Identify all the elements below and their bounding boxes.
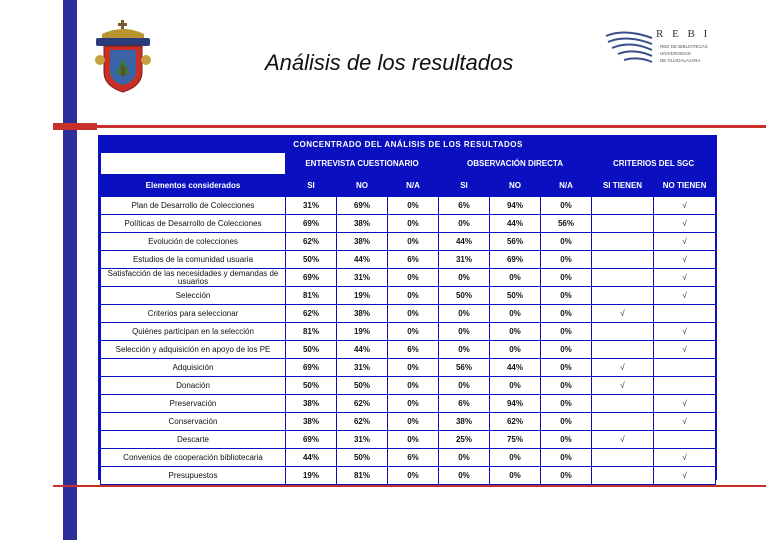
observacion-no-cell: 44%	[490, 215, 541, 233]
entrevista-na-cell: 0%	[388, 467, 439, 485]
observacion-na-cell: 0%	[541, 431, 592, 449]
entrevista-si-cell: 69%	[286, 215, 337, 233]
observacion-si-cell: 0%	[439, 449, 490, 467]
observacion-na-cell: 0%	[541, 251, 592, 269]
entrevista-no-cell: 44%	[337, 251, 388, 269]
no-tienen-cell	[654, 377, 716, 395]
no-tienen-cell: √	[654, 449, 716, 467]
si-tienen-cell: √	[592, 377, 654, 395]
no-tienen-cell	[654, 431, 716, 449]
table-row	[101, 431, 716, 449]
row-label-cell: Adquisición	[101, 359, 286, 377]
entrevista-na-cell: 6%	[388, 449, 439, 467]
entrevista-si-cell: 62%	[286, 305, 337, 323]
entrevista-no-cell: 44%	[337, 341, 388, 359]
observacion-no-cell: 0%	[490, 323, 541, 341]
row-label-cell: Descarte	[101, 431, 286, 449]
observacion-na-cell: 0%	[541, 449, 592, 467]
observacion-si-cell: 0%	[439, 305, 490, 323]
row-label-cell: Plan de Desarrollo de Colecciones	[101, 197, 286, 215]
slide-title: Análisis de los resultados	[265, 50, 514, 75]
no-tienen-cell	[654, 305, 716, 323]
si-tienen-cell	[592, 269, 654, 287]
row-label-cell: Donación	[101, 377, 286, 395]
entrevista-na-cell: 0%	[388, 359, 439, 377]
row-label-cell: Presupuestos	[101, 467, 286, 485]
si-tienen-cell	[592, 323, 654, 341]
row-label-cell: Satisfacción de las necesidades y demandas de usuarios	[101, 269, 286, 287]
observacion-si-cell: 6%	[439, 197, 490, 215]
observacion-si-cell: 44%	[439, 233, 490, 251]
row-label-cell: Selección	[101, 287, 286, 305]
table-row	[101, 323, 716, 341]
rebi-line3: DE GUADALAJARA	[660, 58, 701, 63]
observacion-na-cell: 0%	[541, 323, 592, 341]
col-header-no-tienen: NO TIENEN	[654, 175, 716, 197]
no-tienen-cell: √	[654, 467, 716, 485]
table-row	[101, 413, 716, 431]
observacion-na-cell: 0%	[541, 233, 592, 251]
entrevista-na-cell: 0%	[388, 233, 439, 251]
table-title: CONCENTRADO DEL ANÁLISIS DE LOS RESULTADOS	[101, 138, 716, 153]
col-header-e-no: NO	[337, 175, 388, 197]
entrevista-si-cell: 62%	[286, 233, 337, 251]
observacion-no-cell: 69%	[490, 251, 541, 269]
entrevista-no-cell: 38%	[337, 233, 388, 251]
observacion-si-cell: 56%	[439, 359, 490, 377]
observacion-no-cell: 62%	[490, 413, 541, 431]
observacion-no-cell: 75%	[490, 431, 541, 449]
observacion-si-cell: 0%	[439, 377, 490, 395]
row-label-cell: Evolución de colecciones	[101, 233, 286, 251]
no-tienen-cell: √	[654, 341, 716, 359]
no-tienen-cell: √	[654, 323, 716, 341]
entrevista-na-cell: 0%	[388, 215, 439, 233]
si-tienen-cell	[592, 233, 654, 251]
entrevista-no-cell: 19%	[337, 287, 388, 305]
university-crest-logo	[92, 20, 154, 94]
no-tienen-cell: √	[654, 233, 716, 251]
col-header-e-si: SI	[286, 175, 337, 197]
observacion-na-cell: 0%	[541, 377, 592, 395]
table-row	[101, 233, 716, 251]
entrevista-na-cell: 0%	[388, 287, 439, 305]
results-table-frame	[98, 135, 717, 480]
entrevista-si-cell: 50%	[286, 377, 337, 395]
si-tienen-cell	[592, 413, 654, 431]
entrevista-na-cell: 0%	[388, 323, 439, 341]
si-tienen-cell	[592, 449, 654, 467]
entrevista-si-cell: 81%	[286, 287, 337, 305]
si-tienen-cell	[592, 251, 654, 269]
observacion-na-cell: 0%	[541, 413, 592, 431]
row-label-cell: Conservación	[101, 413, 286, 431]
si-tienen-cell: √	[592, 359, 654, 377]
table-row	[101, 305, 716, 323]
entrevista-no-cell: 19%	[337, 323, 388, 341]
no-tienen-cell: √	[654, 287, 716, 305]
si-tienen-cell	[592, 215, 654, 233]
table-row	[101, 467, 716, 485]
observacion-na-cell: 0%	[541, 341, 592, 359]
table-row	[101, 197, 716, 215]
row-label-cell: Preservación	[101, 395, 286, 413]
entrevista-na-cell: 0%	[388, 269, 439, 287]
entrevista-no-cell: 62%	[337, 395, 388, 413]
observacion-na-cell: 0%	[541, 305, 592, 323]
entrevista-na-cell: 0%	[388, 377, 439, 395]
no-tienen-cell: √	[654, 269, 716, 287]
rebi-line1: RED DE BIBLIOTECAS	[660, 44, 708, 49]
observacion-no-cell: 0%	[490, 377, 541, 395]
entrevista-si-cell: 69%	[286, 431, 337, 449]
left-accent-bar	[63, 0, 77, 540]
group-header-entrevista: ENTREVISTA CUESTIONARIO	[286, 153, 439, 175]
bottom-divider-line	[53, 485, 766, 487]
observacion-si-cell: 0%	[439, 269, 490, 287]
entrevista-si-cell: 44%	[286, 449, 337, 467]
table-row	[101, 215, 716, 233]
col-header-o-no: NO	[490, 175, 541, 197]
entrevista-si-cell: 50%	[286, 251, 337, 269]
table-row	[101, 377, 716, 395]
entrevista-na-cell: 0%	[388, 197, 439, 215]
entrevista-no-cell: 38%	[337, 305, 388, 323]
col-header-o-na: N/A	[541, 175, 592, 197]
group-header-criterios: CRITERIOS DEL SGC	[592, 153, 716, 175]
row-label-cell: Estudios de la comunidad usuaria	[101, 251, 286, 269]
entrevista-no-cell: 50%	[337, 377, 388, 395]
entrevista-no-cell: 50%	[337, 449, 388, 467]
observacion-no-cell: 44%	[490, 359, 541, 377]
rebi-line2: UNIVERSIDAD	[660, 51, 691, 56]
observacion-no-cell: 0%	[490, 449, 541, 467]
col-header-si-tienen: SI TIENEN	[592, 175, 654, 197]
entrevista-no-cell: 81%	[337, 467, 388, 485]
si-tienen-cell: √	[592, 305, 654, 323]
observacion-na-cell: 0%	[541, 467, 592, 485]
no-tienen-cell: √	[654, 215, 716, 233]
observacion-no-cell: 94%	[490, 197, 541, 215]
observacion-no-cell: 0%	[490, 305, 541, 323]
observacion-na-cell: 0%	[541, 197, 592, 215]
entrevista-na-cell: 0%	[388, 413, 439, 431]
entrevista-na-cell: 0%	[388, 395, 439, 413]
observacion-na-cell: 0%	[541, 359, 592, 377]
observacion-no-cell: 0%	[490, 269, 541, 287]
observacion-no-cell: 0%	[490, 467, 541, 485]
table-row	[101, 251, 716, 269]
rebi-logo	[604, 28, 722, 70]
entrevista-no-cell: 31%	[337, 269, 388, 287]
no-tienen-cell: √	[654, 251, 716, 269]
observacion-si-cell: 0%	[439, 215, 490, 233]
entrevista-si-cell: 69%	[286, 359, 337, 377]
entrevista-na-cell: 6%	[388, 341, 439, 359]
entrevista-na-cell: 0%	[388, 305, 439, 323]
observacion-na-cell: 56%	[541, 215, 592, 233]
table-row	[101, 359, 716, 377]
si-tienen-cell	[592, 287, 654, 305]
entrevista-si-cell: 31%	[286, 197, 337, 215]
observacion-no-cell: 94%	[490, 395, 541, 413]
col-header-e-na: N/A	[388, 175, 439, 197]
observacion-si-cell: 31%	[439, 251, 490, 269]
observacion-no-cell: 50%	[490, 287, 541, 305]
row-label-cell: Quiénes participan en la selección	[101, 323, 286, 341]
entrevista-si-cell: 19%	[286, 467, 337, 485]
table-row	[101, 269, 716, 287]
element-column-header: Elementos considerados	[101, 175, 286, 197]
entrevista-no-cell: 38%	[337, 215, 388, 233]
top-divider-line	[53, 125, 766, 128]
observacion-si-cell: 38%	[439, 413, 490, 431]
row-label-cell: Criterios para seleccionar	[101, 305, 286, 323]
empty-header-cell	[101, 153, 286, 175]
entrevista-si-cell: 50%	[286, 341, 337, 359]
observacion-si-cell: 50%	[439, 287, 490, 305]
entrevista-si-cell: 38%	[286, 413, 337, 431]
entrevista-si-cell: 69%	[286, 269, 337, 287]
si-tienen-cell	[592, 395, 654, 413]
observacion-no-cell: 0%	[490, 341, 541, 359]
entrevista-na-cell: 6%	[388, 251, 439, 269]
no-tienen-cell: √	[654, 395, 716, 413]
no-tienen-cell: √	[654, 197, 716, 215]
entrevista-si-cell: 38%	[286, 395, 337, 413]
si-tienen-cell	[592, 197, 654, 215]
observacion-si-cell: 25%	[439, 431, 490, 449]
rebi-brand: R E B I	[656, 28, 711, 40]
observacion-no-cell: 56%	[490, 233, 541, 251]
observacion-na-cell: 0%	[541, 269, 592, 287]
entrevista-si-cell: 81%	[286, 323, 337, 341]
observacion-si-cell: 6%	[439, 395, 490, 413]
row-label-cell: Políticas de Desarrollo de Colecciones	[101, 215, 286, 233]
si-tienen-cell	[592, 467, 654, 485]
entrevista-no-cell: 62%	[337, 413, 388, 431]
si-tienen-cell	[592, 341, 654, 359]
observacion-na-cell: 0%	[541, 287, 592, 305]
row-label-cell: Selección y adquisición en apoyo de los PE	[101, 341, 286, 359]
si-tienen-cell: √	[592, 431, 654, 449]
group-header-observacion: OBSERVACIÓN DIRECTA	[439, 153, 592, 175]
row-label-cell: Convenios de cooperación bibliotecaria	[101, 449, 286, 467]
entrevista-no-cell: 31%	[337, 359, 388, 377]
table-row	[101, 449, 716, 467]
entrevista-na-cell: 0%	[388, 431, 439, 449]
entrevista-no-cell: 69%	[337, 197, 388, 215]
observacion-na-cell: 0%	[541, 395, 592, 413]
table-row	[101, 287, 716, 305]
col-header-o-si: SI	[439, 175, 490, 197]
no-tienen-cell	[654, 359, 716, 377]
observacion-si-cell: 0%	[439, 341, 490, 359]
observacion-si-cell: 0%	[439, 467, 490, 485]
no-tienen-cell: √	[654, 413, 716, 431]
table-row	[101, 341, 716, 359]
entrevista-no-cell: 31%	[337, 431, 388, 449]
book-wave-icon	[604, 28, 656, 68]
table-row	[101, 395, 716, 413]
results-table	[100, 137, 716, 485]
observacion-si-cell: 0%	[439, 323, 490, 341]
